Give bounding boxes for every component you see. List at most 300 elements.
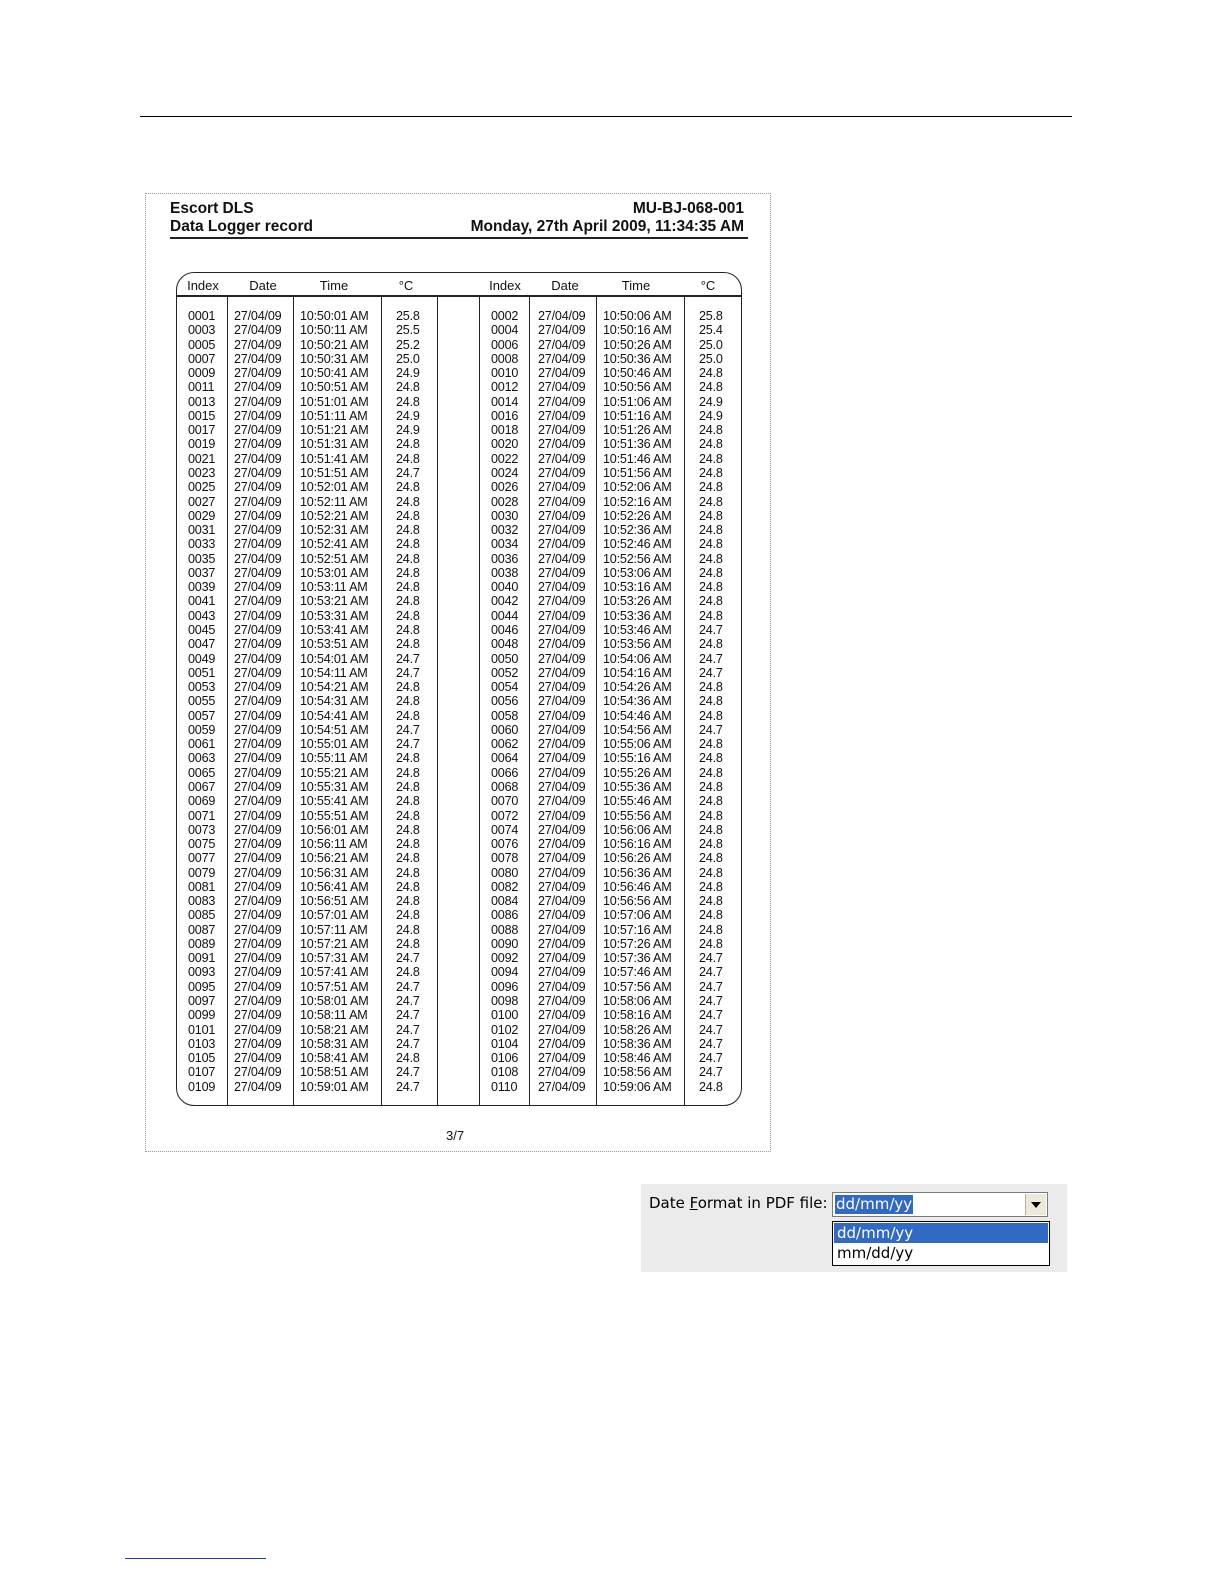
cell-index: 0070	[491, 794, 519, 809]
cell-index: 0045	[188, 622, 216, 637]
cell-temperature: 24.8	[396, 608, 420, 623]
cell-index: 0005	[188, 337, 216, 352]
cell-time: 10:53:46 AM	[603, 622, 672, 637]
cell-time: 10:50:26 AM	[603, 337, 672, 352]
cell-index: 0100	[491, 1008, 519, 1023]
cell-temperature: 24.8	[699, 494, 723, 509]
cell-temperature: 24.8	[699, 551, 723, 566]
cell-temperature: 24.7	[396, 466, 420, 480]
cell-index: 0044	[491, 608, 519, 623]
column-header: Date	[249, 278, 277, 293]
cell-date: 27/04/09	[538, 908, 586, 923]
cell-temperature: 24.7	[699, 665, 723, 680]
cell-index: 0082	[491, 879, 519, 894]
cell-index: 0108	[491, 1065, 519, 1080]
cell-index: 0074	[491, 822, 519, 837]
cell-index: 0003	[188, 323, 216, 338]
cell-index: 0061	[188, 737, 216, 752]
cell-index: 0059	[188, 722, 216, 737]
cell-index: 0101	[188, 1022, 216, 1037]
date-format-label-accelerator: F	[689, 1194, 698, 1212]
cell-time: 10:55:16 AM	[603, 751, 672, 766]
cell-temperature: 24.8	[396, 837, 420, 851]
column-header: Date	[551, 278, 579, 293]
cell-time: 10:56:21 AM	[300, 851, 369, 866]
cell-time: 10:51:51 AM	[300, 466, 369, 480]
cell-index: 0022	[491, 451, 519, 466]
cell-temperature: 24.8	[699, 865, 723, 880]
date-format-options-list	[832, 1221, 1050, 1266]
cell-temperature: 25.0	[699, 337, 723, 352]
cell-time: 10:56:51 AM	[300, 894, 369, 909]
cell-date: 27/04/09	[234, 965, 282, 980]
report-header-rule	[170, 237, 748, 239]
cell-temperature: 24.8	[699, 380, 723, 395]
cell-time: 10:59:01 AM	[300, 1079, 369, 1094]
cell-index: 0102	[491, 1022, 519, 1037]
cell-date: 27/04/09	[234, 651, 282, 666]
cell-date: 27/04/09	[234, 680, 282, 694]
cell-time: 10:54:01 AM	[300, 651, 369, 666]
cell-index: 0066	[491, 765, 519, 780]
dropdown-button[interactable]	[1025, 1194, 1046, 1215]
cell-temperature: 24.7	[699, 1065, 723, 1080]
cell-temperature: 25.8	[396, 309, 420, 323]
cell-date: 27/04/09	[234, 466, 282, 480]
cell-time: 10:57:31 AM	[300, 951, 369, 966]
cell-index: 0034	[491, 537, 519, 552]
cell-time: 10:52:06 AM	[603, 480, 672, 495]
cell-temperature: 24.8	[699, 537, 723, 552]
cell-date: 27/04/09	[234, 994, 282, 1008]
cell-index: 0006	[491, 337, 519, 352]
cell-index: 0056	[491, 694, 519, 709]
cell-temperature: 24.7	[396, 994, 420, 1008]
cell-time: 10:55:51 AM	[300, 808, 369, 823]
cell-temperature: 24.8	[699, 594, 723, 609]
cell-time: 10:50:21 AM	[300, 337, 369, 352]
cell-index: 0073	[188, 822, 216, 837]
cell-time: 10:56:01 AM	[300, 822, 369, 837]
cell-index: 0097	[188, 994, 216, 1008]
cell-time: 10:51:26 AM	[603, 423, 672, 438]
cell-temperature: 24.8	[699, 366, 723, 381]
cell-temperature: 24.8	[699, 751, 723, 766]
cell-date: 27/04/09	[538, 323, 586, 338]
cell-time: 10:56:26 AM	[603, 851, 672, 866]
cell-time: 10:53:31 AM	[300, 608, 369, 623]
cell-temperature: 24.8	[396, 808, 420, 823]
cell-temperature: 24.8	[396, 594, 420, 609]
cell-index: 0013	[188, 394, 216, 409]
cell-date: 27/04/09	[538, 637, 586, 652]
cell-time: 10:51:16 AM	[603, 408, 672, 423]
cell-index: 0104	[491, 1036, 519, 1051]
cell-time: 10:55:41 AM	[300, 794, 369, 809]
cell-time: 10:57:16 AM	[603, 922, 672, 937]
cell-date: 27/04/09	[234, 1079, 282, 1094]
cell-time: 10:50:46 AM	[603, 366, 672, 381]
cell-index: 0018	[491, 423, 519, 438]
date-format-selected-value: dd/mm/yy	[836, 1195, 913, 1213]
cell-index: 0032	[491, 523, 519, 537]
cell-time: 10:59:06 AM	[603, 1079, 672, 1094]
cell-temperature: 25.0	[699, 351, 723, 366]
cell-time: 10:54:56 AM	[603, 722, 672, 737]
cell-time: 10:52:36 AM	[603, 523, 672, 537]
column-divider	[479, 295, 480, 1106]
cell-date: 27/04/09	[234, 323, 282, 338]
cell-temperature: 24.8	[396, 922, 420, 937]
cell-index: 0025	[188, 480, 216, 495]
cell-temperature: 24.8	[396, 694, 420, 709]
cell-date: 27/04/09	[234, 1036, 282, 1051]
cell-index: 0014	[491, 394, 519, 409]
cell-index: 0062	[491, 737, 519, 752]
cell-index: 0094	[491, 965, 519, 980]
cell-index: 0107	[188, 1065, 216, 1080]
cell-temperature: 24.8	[699, 1079, 723, 1094]
cell-date: 27/04/09	[538, 722, 586, 737]
cell-time: 10:54:11 AM	[300, 665, 368, 680]
column-divider	[293, 295, 294, 1106]
cell-index: 0057	[188, 708, 216, 723]
cell-index: 0030	[491, 508, 519, 523]
cell-time: 10:56:11 AM	[300, 837, 368, 851]
cell-date: 27/04/09	[234, 737, 282, 752]
cell-date: 27/04/09	[234, 480, 282, 495]
cell-index: 0055	[188, 694, 216, 709]
cell-time: 10:56:06 AM	[603, 822, 672, 837]
cell-date: 27/04/09	[234, 408, 282, 423]
log-table-header-rule	[176, 295, 742, 297]
cell-time: 10:55:26 AM	[603, 765, 672, 780]
cell-time: 10:53:16 AM	[603, 580, 672, 595]
cell-temperature: 24.8	[396, 537, 420, 552]
cell-time: 10:50:31 AM	[300, 351, 369, 366]
cell-time: 10:54:21 AM	[300, 680, 369, 694]
cell-time: 10:57:46 AM	[603, 965, 672, 980]
cell-temperature: 24.8	[699, 779, 723, 794]
cell-temperature: 25.4	[699, 323, 723, 338]
cell-time: 10:58:41 AM	[300, 1051, 369, 1065]
cell-time: 10:50:36 AM	[603, 351, 672, 366]
cell-time: 10:56:41 AM	[300, 879, 369, 894]
cell-index: 0048	[491, 637, 519, 652]
cell-temperature: 24.7	[699, 994, 723, 1008]
cell-date: 27/04/09	[234, 380, 282, 395]
cell-time: 10:56:46 AM	[603, 879, 672, 894]
cell-temperature: 24.8	[699, 480, 723, 495]
cell-index: 0035	[188, 551, 216, 566]
cell-temperature: 24.7	[396, 665, 420, 680]
column-divider	[684, 295, 685, 1106]
cell-index: 0075	[188, 837, 216, 851]
cell-temperature: 24.8	[699, 466, 723, 480]
cell-index: 0099	[188, 1008, 216, 1023]
cell-time: 10:51:01 AM	[300, 394, 369, 409]
cell-temperature: 24.8	[396, 822, 420, 837]
cell-date: 27/04/09	[234, 951, 282, 966]
cell-index: 0040	[491, 580, 519, 595]
date-format-select[interactable]	[832, 1192, 1048, 1217]
cell-date: 27/04/09	[538, 708, 586, 723]
cell-time: 10:57:36 AM	[603, 951, 672, 966]
cell-time: 10:55:36 AM	[603, 779, 672, 794]
cell-index: 0103	[188, 1036, 216, 1051]
cell-temperature: 24.8	[699, 808, 723, 823]
cell-date: 27/04/09	[538, 1051, 586, 1065]
cell-temperature: 24.8	[699, 922, 723, 937]
date-format-option-ddmmyy[interactable]: dd/mm/yy	[834, 1223, 1048, 1243]
cell-time: 10:52:31 AM	[300, 523, 369, 537]
cell-index: 0043	[188, 608, 216, 623]
cell-index: 0083	[188, 894, 216, 909]
cell-date: 27/04/09	[234, 594, 282, 609]
cell-date: 27/04/09	[234, 722, 282, 737]
cell-index: 0093	[188, 965, 216, 980]
cell-index: 0037	[188, 565, 216, 580]
cell-date: 27/04/09	[538, 508, 586, 523]
cell-time: 10:50:01 AM	[300, 309, 369, 323]
cell-date: 27/04/09	[234, 837, 282, 851]
cell-time: 10:57:21 AM	[300, 936, 369, 951]
cell-temperature: 24.8	[396, 765, 420, 780]
cell-temperature: 24.8	[396, 865, 420, 880]
cell-index: 0039	[188, 580, 216, 595]
cell-date: 27/04/09	[234, 665, 282, 680]
cell-temperature: 24.7	[396, 1065, 420, 1080]
cell-temperature: 24.8	[699, 794, 723, 809]
cell-date: 27/04/09	[538, 466, 586, 480]
cell-temperature: 24.8	[396, 680, 420, 694]
cell-index: 0004	[491, 323, 519, 338]
cell-date: 27/04/09	[538, 551, 586, 566]
cell-time: 10:55:46 AM	[603, 794, 672, 809]
cell-temperature: 24.8	[396, 936, 420, 951]
cell-date: 27/04/09	[538, 851, 586, 866]
cell-temperature: 24.8	[699, 737, 723, 752]
cell-temperature: 24.8	[699, 580, 723, 595]
cell-index: 0002	[491, 309, 519, 323]
cell-index: 0042	[491, 594, 519, 609]
cell-date: 27/04/09	[538, 309, 586, 323]
cell-date: 27/04/09	[234, 1065, 282, 1080]
cell-time: 10:58:26 AM	[603, 1022, 672, 1037]
cell-temperature: 24.8	[699, 765, 723, 780]
report-serial: MU-BJ-068-001	[632, 200, 744, 217]
cell-date: 27/04/09	[234, 551, 282, 566]
cell-date: 27/04/09	[234, 508, 282, 523]
cell-index: 0084	[491, 894, 519, 909]
cell-date: 27/04/09	[234, 1051, 282, 1065]
cell-date: 27/04/09	[234, 437, 282, 452]
cell-date: 27/04/09	[234, 451, 282, 466]
date-format-label-prefix: Date	[649, 1194, 690, 1212]
cell-date: 27/04/09	[538, 580, 586, 595]
cell-date: 27/04/09	[234, 979, 282, 994]
cell-temperature: 24.7	[699, 1051, 723, 1065]
cell-time: 10:57:26 AM	[603, 936, 672, 951]
cell-temperature: 24.8	[699, 608, 723, 623]
cell-temperature: 24.7	[396, 722, 420, 737]
cell-index: 0001	[188, 309, 216, 323]
cell-temperature: 24.8	[396, 480, 420, 495]
cell-time: 10:57:01 AM	[300, 908, 369, 923]
cell-time: 10:53:11 AM	[300, 580, 368, 595]
cell-index: 0007	[188, 351, 216, 366]
cell-date: 27/04/09	[538, 594, 586, 609]
cell-date: 27/04/09	[538, 879, 586, 894]
cell-time: 10:53:26 AM	[603, 594, 672, 609]
cell-index: 0077	[188, 851, 216, 866]
cell-temperature: 25.5	[396, 323, 420, 338]
cell-temperature: 24.8	[699, 822, 723, 837]
cell-date: 27/04/09	[234, 309, 282, 323]
cell-index: 0095	[188, 979, 216, 994]
cell-time: 10:53:01 AM	[300, 565, 369, 580]
cell-index: 0031	[188, 523, 216, 537]
cell-temperature: 24.9	[699, 408, 723, 423]
cell-temperature: 24.8	[699, 680, 723, 694]
cell-time: 10:52:51 AM	[300, 551, 369, 566]
cell-date: 27/04/09	[538, 1036, 586, 1051]
cell-index: 0008	[491, 351, 519, 366]
cell-index: 0019	[188, 437, 216, 452]
column-divider	[227, 295, 228, 1106]
cell-index: 0110	[491, 1079, 518, 1094]
cell-index: 0091	[188, 951, 216, 966]
cell-temperature: 24.8	[396, 380, 420, 395]
column-divider	[381, 295, 382, 1106]
cell-date: 27/04/09	[538, 737, 586, 752]
cell-temperature: 24.7	[699, 1022, 723, 1037]
cell-date: 27/04/09	[538, 337, 586, 352]
column-divider	[529, 295, 530, 1106]
column-header: Index	[187, 278, 219, 293]
cell-time: 10:57:11 AM	[300, 922, 368, 937]
cell-temperature: 24.7	[699, 622, 723, 637]
cell-temperature: 24.8	[699, 879, 723, 894]
cell-date: 27/04/09	[234, 694, 282, 709]
column-divider	[437, 295, 438, 1106]
cell-time: 10:54:46 AM	[603, 708, 672, 723]
cell-date: 27/04/09	[538, 680, 586, 694]
cell-temperature: 24.9	[396, 366, 420, 381]
cell-index: 0067	[188, 779, 216, 794]
cell-temperature: 24.8	[396, 851, 420, 866]
cell-date: 27/04/09	[538, 622, 586, 637]
cell-time: 10:56:36 AM	[603, 865, 672, 880]
cell-index: 0106	[491, 1051, 519, 1065]
cell-time: 10:51:31 AM	[300, 437, 369, 452]
cell-temperature: 24.8	[699, 451, 723, 466]
cell-temperature: 24.8	[396, 622, 420, 637]
cell-time: 10:55:06 AM	[603, 737, 672, 752]
cell-index: 0020	[491, 437, 519, 452]
cell-temperature: 24.8	[396, 894, 420, 909]
cell-date: 27/04/09	[538, 523, 586, 537]
cell-index: 0051	[188, 665, 216, 680]
cell-date: 27/04/09	[538, 423, 586, 438]
cell-index: 0065	[188, 765, 216, 780]
cell-index: 0086	[491, 908, 519, 923]
cell-time: 10:52:11 AM	[300, 494, 368, 509]
cell-temperature: 24.8	[396, 580, 420, 595]
cell-temperature: 24.8	[396, 451, 420, 466]
cell-date: 27/04/09	[538, 794, 586, 809]
cell-date: 27/04/09	[538, 408, 586, 423]
cell-date: 27/04/09	[234, 580, 282, 595]
cell-time: 10:52:56 AM	[603, 551, 672, 566]
cell-temperature: 24.7	[699, 979, 723, 994]
cell-time: 10:51:46 AM	[603, 451, 672, 466]
cell-index: 0012	[491, 380, 519, 395]
cell-date: 27/04/09	[538, 694, 586, 709]
report-app-name: Escort DLS	[170, 200, 254, 217]
top-divider	[140, 116, 1072, 117]
cell-date: 27/04/09	[538, 351, 586, 366]
cell-date: 27/04/09	[538, 394, 586, 409]
cell-time: 10:50:16 AM	[603, 323, 672, 338]
cell-time: 10:56:16 AM	[603, 837, 672, 851]
cell-time: 10:52:21 AM	[300, 508, 369, 523]
cell-time: 10:53:56 AM	[603, 637, 672, 652]
cell-temperature: 24.7	[396, 651, 420, 666]
cell-date: 27/04/09	[538, 1079, 586, 1094]
cell-date: 27/04/09	[234, 337, 282, 352]
date-format-label	[649, 1194, 828, 1212]
cell-index: 0052	[491, 665, 519, 680]
cell-temperature: 24.9	[699, 394, 723, 409]
cell-temperature: 24.8	[396, 523, 420, 537]
cell-index: 0068	[491, 779, 519, 794]
cell-index: 0105	[188, 1051, 216, 1065]
cell-index: 0011	[188, 380, 215, 395]
cell-date: 27/04/09	[538, 808, 586, 823]
cell-temperature: 24.8	[699, 523, 723, 537]
cell-date: 27/04/09	[538, 380, 586, 395]
cell-time: 10:55:21 AM	[300, 765, 369, 780]
date-format-label-suffix: ormat in PDF file:	[697, 1194, 828, 1212]
cell-index: 0098	[491, 994, 519, 1008]
cell-date: 27/04/09	[538, 608, 586, 623]
cell-temperature: 24.8	[396, 494, 420, 509]
cell-index: 0069	[188, 794, 216, 809]
cell-time: 10:58:11 AM	[300, 1008, 368, 1023]
cell-time: 10:51:06 AM	[603, 394, 672, 409]
cell-temperature: 24.8	[699, 894, 723, 909]
cell-time: 10:54:36 AM	[603, 694, 672, 709]
cell-index: 0090	[491, 936, 519, 951]
cell-date: 27/04/09	[234, 908, 282, 923]
cell-temperature: 24.8	[396, 1051, 420, 1065]
column-header: Index	[489, 278, 521, 293]
cell-temperature: 24.8	[396, 779, 420, 794]
cell-index: 0072	[491, 808, 519, 823]
cell-time: 10:52:41 AM	[300, 537, 369, 552]
cell-temperature: 24.7	[699, 722, 723, 737]
date-format-option-mmddyy[interactable]: mm/dd/yy	[837, 1244, 914, 1262]
cell-temperature: 24.7	[699, 951, 723, 966]
cell-index: 0010	[491, 366, 519, 381]
cell-date: 27/04/09	[234, 637, 282, 652]
cell-time: 10:54:26 AM	[603, 680, 672, 694]
cell-index: 0023	[188, 466, 216, 480]
cell-index: 0029	[188, 508, 216, 523]
cell-time: 10:51:21 AM	[300, 423, 369, 438]
cell-date: 27/04/09	[538, 837, 586, 851]
